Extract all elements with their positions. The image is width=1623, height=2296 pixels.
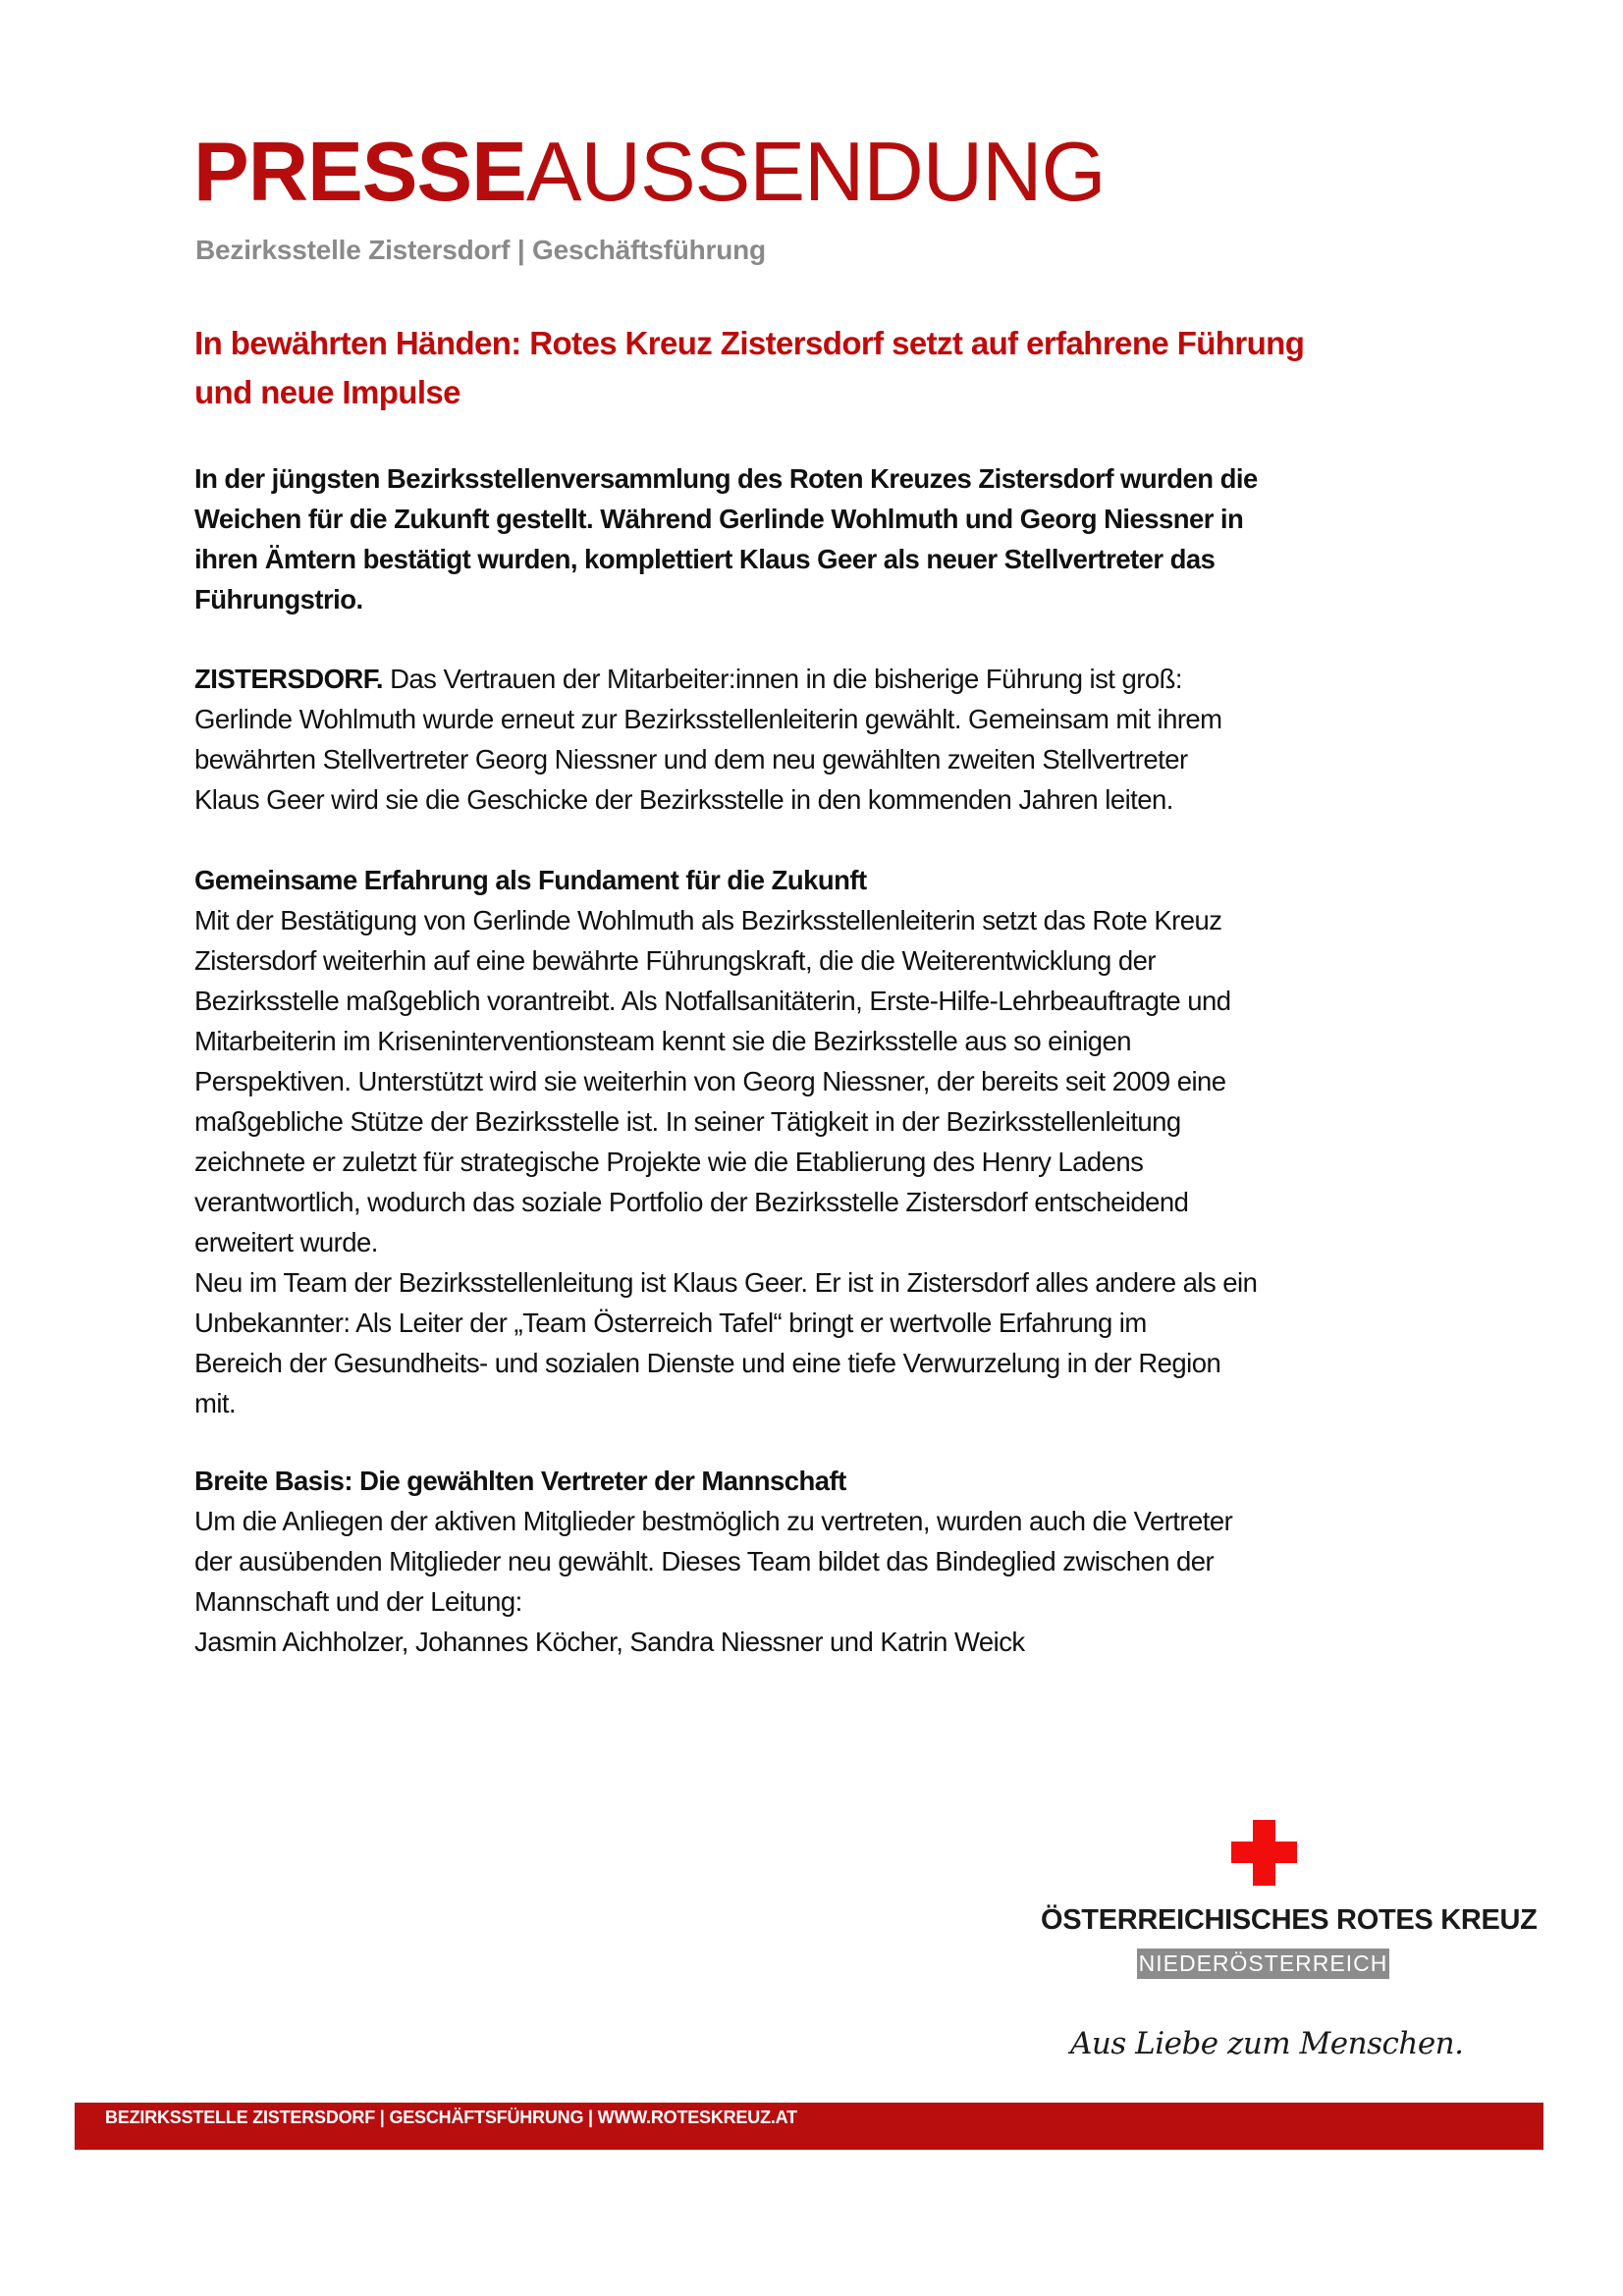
footer-text: BEZIRKSSTELLE ZISTERSDORF | GESCHÄFTSFÜHRUNG | WWW.ROTESKREUZ.AT — [105, 2108, 797, 2127]
dateline: ZISTERSDORF. — [194, 664, 384, 694]
section-line: Bezirksstelle maßgeblich vorantreibt. Als Notfallsanitäterin, Erste-Hilfe-Lehrbeauftragte und — [194, 986, 1231, 1016]
section-experience — [194, 860, 1490, 1423]
lead-line: Führungstrio. — [194, 584, 363, 614]
press-headline — [194, 319, 1471, 417]
cross-horizontal-bar — [1231, 1842, 1297, 1863]
section-line: Perspektiven. Unterstützt wird sie weiterhin von Georg Niessner, der bereits seit 2009 eine — [194, 1066, 1226, 1096]
organization-tagline: Aus Liebe zum Menschen. — [1070, 2026, 1464, 2061]
section-heading: Gemeinsame Erfahrung als Fundament für die Zukunft — [194, 865, 867, 895]
organization-region-badge: NIEDERÖSTERREICH — [1137, 1949, 1389, 1979]
intro-paragraph — [194, 659, 1490, 820]
document-title — [193, 126, 1106, 220]
section-line: Zistersdorf weiterhin auf eine bewährte Führungskraft, die die Weiterentwicklung der — [194, 945, 1156, 976]
section-heading: Breite Basis: Die gewählten Vertreter der Mannschaft — [194, 1466, 846, 1496]
lead-line: ihren Ämtern bestätigt wurden, komplettiert Klaus Geer als neuer Stellvertreter das — [194, 544, 1216, 574]
section-line: Mitarbeiterin im Kriseninterventionsteam kennt sie die Bezirksstelle aus so einigen — [194, 1026, 1131, 1056]
title-regular-part: AUSSENDUNG — [525, 126, 1106, 219]
intro-line — [194, 659, 1490, 699]
section-line: Mannschaft und der Leitung: — [194, 1586, 522, 1617]
lead-line: Weichen für die Zukunft gestellt. Während Gerlinde Wohlmuth und Georg Niessner in — [194, 504, 1244, 534]
headline-line: In bewährten Händen: Rotes Kreuz Zistersdorf setzt auf erfahrene Führung — [194, 325, 1305, 361]
section-line: erweitert wurde. — [194, 1227, 378, 1257]
intro-line: Klaus Geer wird sie die Geschicke der Bezirksstelle in den kommenden Jahren leiten. — [194, 784, 1173, 815]
section-line: Bereich der Gesundheits- und sozialen Dienste und eine tiefe Verwurzelung in der Region — [194, 1348, 1221, 1378]
section-line: verantwortlich, wodurch das soziale Portfolio der Bezirksstelle Zistersdorf entscheidend — [194, 1187, 1189, 1217]
red-cross-icon — [1231, 1820, 1297, 1886]
section-line: maßgebliche Stütze der Bezirksstelle ist. In seiner Tätigkeit in der Bezirksstellenleitung — [194, 1106, 1181, 1137]
document-subtitle: Bezirksstelle Zistersdorf | Geschäftsführung — [195, 235, 766, 265]
organization-name: ÖSTERREICHISCHES ROTES KREUZ — [1041, 1904, 1538, 1936]
lead-paragraph — [194, 458, 1490, 619]
intro-line: bewährten Stellvertreter Georg Niessner und dem neu gewählten zweiten Stellvertreter — [194, 744, 1188, 774]
intro-line: Gerlinde Wohlmuth wurde erneut zur Bezirksstellenleiterin gewählt. Gemeinsam mit ihrem — [194, 704, 1222, 734]
lead-line: In der jüngsten Bezirksstellenversammlung des Roten Kreuzes Zistersdorf wurden die — [194, 463, 1258, 494]
representatives-names: Jasmin Aichholzer, Johannes Köcher, Sandra Niessner und Katrin Weick — [194, 1627, 1025, 1657]
title-bold-part: PRESSE — [193, 126, 526, 219]
section-line: Um die Anliegen der aktiven Mitglieder bestmöglich zu vertreten, wurden auch die Vertreter — [194, 1506, 1233, 1536]
section-line: zeichnete er zuletzt für strategische Projekte wie die Etablierung des Henry Ladens — [194, 1147, 1144, 1177]
section-representatives — [194, 1461, 1490, 1662]
intro-line-text: Das Vertrauen der Mitarbeiter:innen in die bisherige Führung ist groß: — [383, 664, 1182, 694]
section-line: Unbekannter: Als Leiter der „Team Österreich Tafel“ bringt er wertvolle Erfahrung im — [194, 1308, 1147, 1338]
footer-bar — [75, 2103, 1543, 2150]
section-line: Neu im Team der Bezirksstellenleitung ist Klaus Geer. Er ist in Zistersdorf alles andere als ein — [194, 1267, 1258, 1298]
section-line: mit. — [194, 1388, 237, 1418]
section-line: der ausübenden Mitglieder neu gewählt. Dieses Team bildet das Bindeglied zwischen der — [194, 1546, 1215, 1576]
section-line: Mit der Bestätigung von Gerlinde Wohlmuth als Bezirksstellenleiterin setzt das Rote Kreuz — [194, 905, 1222, 935]
headline-line: und neue Impulse — [194, 374, 460, 410]
